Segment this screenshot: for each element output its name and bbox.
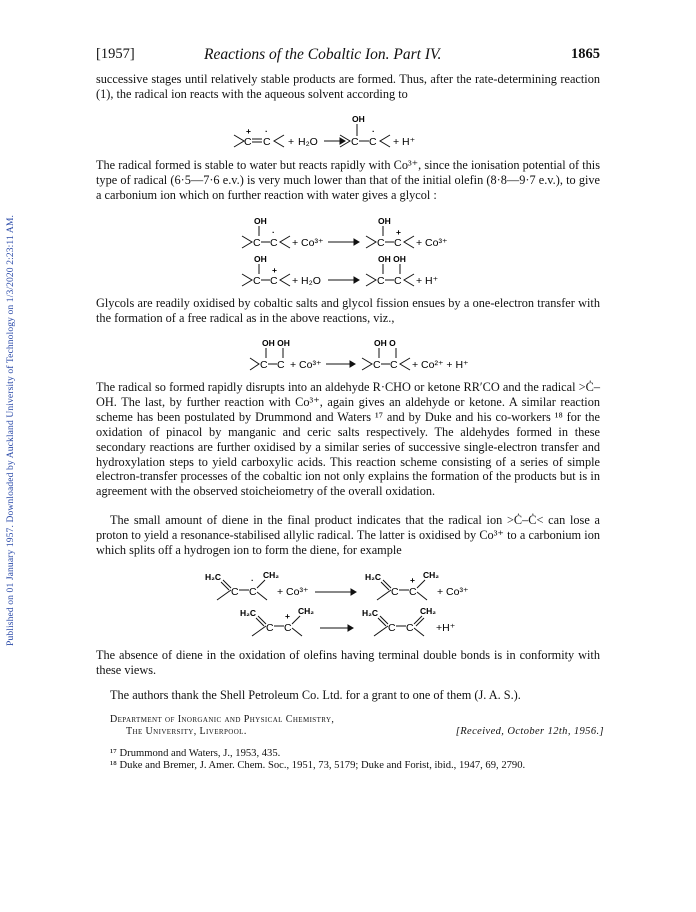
- svg-text:C: C: [377, 275, 385, 287]
- svg-text:·: ·: [265, 126, 268, 136]
- equation-5: [205, 568, 505, 604]
- svg-text:+: +: [396, 227, 401, 237]
- eq3-oh-left: OH: [254, 254, 267, 264]
- svg-text:C: C: [270, 275, 278, 287]
- eq2-co3-right: + Co³⁺: [416, 237, 448, 249]
- eq1-plus: +: [288, 136, 295, 148]
- eq3-hplus: + H⁺: [416, 275, 439, 287]
- eq5-h2c-left: H₂C: [205, 572, 222, 582]
- received-date: [Received, October 12th, 1956.]: [455, 726, 604, 737]
- department-line-2: The University, Liverpool.: [126, 726, 247, 737]
- svg-text:C: C: [394, 275, 402, 287]
- department-line-1: Department of Inorganic and Physical Chemistry,: [110, 714, 335, 725]
- footnote-18: ¹⁸ Duke and Bremer, J. Amer. Chem. Soc., 1951, 73, 5179; Duke and Forist, ibid., 1947, 69, 2790.: [110, 760, 526, 771]
- eq3-water: + H₂O: [292, 275, 321, 287]
- svg-text:C: C: [260, 359, 268, 371]
- svg-text:·: ·: [272, 227, 275, 237]
- eq5-co3: + Co³⁺: [277, 586, 309, 598]
- eq1-hplus: + H⁺: [393, 136, 416, 148]
- header-page-number: 1865: [571, 46, 600, 62]
- eq5-co3-out: + Co³⁺: [437, 586, 469, 598]
- paragraph-3: Glycols are readily oxidised by cobaltic salts and glycol fission ensues by a one-electron transfer with the formation of a free radical as in the above reactions, viz.,: [96, 296, 600, 325]
- equation-6: [240, 604, 500, 640]
- paragraph-4: The radical so formed rapidly disrupts into an aldehyde R·CHO or ketone RR′CO and the radical >Ċ–OH. The last, by further reaction with Co³⁺, again gives an aldehyde or ketone. A similar reaction scheme has been postulated by Drummond and Waters ¹⁷ and by Duke and his co-workers ¹⁸ for the oxidation of pinacol by manganic and ceric salts respectively. The aldehydes formed in these secondary reactions are further oxidised by a similar series of successive single-electron transfer and hydroxylation steps to yield carboxylic acids. This reaction scheme consisting of a series of simple electron-transfer processes of the cobaltic ion not only explains the formation of the products but is in agreement with the observed stoicheiometry of the overall oxidation.: [96, 380, 600, 499]
- svg-text:C: C: [266, 622, 274, 634]
- svg-text:C: C: [244, 136, 252, 148]
- svg-text:C: C: [231, 586, 239, 598]
- svg-text:H₂C: H₂C: [365, 572, 382, 582]
- svg-text:C: C: [369, 136, 377, 148]
- svg-text:C: C: [270, 237, 278, 249]
- eq6-hplus: +H⁺: [436, 622, 456, 634]
- svg-text:CH₂: CH₂: [420, 606, 437, 616]
- paragraph-1: successive stages until relatively stable products are formed. Thus, after the rate-determining reaction (1), the radical ion reacts with the aqueous solvent according to: [96, 72, 600, 101]
- equation-1: [230, 112, 470, 154]
- svg-text:C: C: [253, 237, 261, 249]
- svg-text:C: C: [351, 136, 359, 148]
- header-year: [1957]: [96, 46, 135, 62]
- paragraph-2: The radical formed is stable to water but reacts rapidly with Co³⁺, since the ionisation potential of this type of radical (6·5—7·6 e.v.) is very much lower than that of the initial olefin (8·8—9·7 e.v.), to give a carbonium ion which on further reaction with water gives a glycol :: [96, 158, 600, 202]
- svg-text:C: C: [373, 359, 381, 371]
- eq1-oh: OH: [352, 114, 365, 124]
- eq5-ch2-left: CH₂: [263, 570, 280, 580]
- paragraph-5: The small amount of diene in the final product indicates that the radical ion >Ċ–Ċ< can lose a proton to yield a resonance-stabilised allylic radical. The latter is oxidised by Co³⁺ to a carbonium ion which splits off a hydrogen ion to form the diene, for example: [96, 513, 600, 557]
- header-title: Reactions of the Cobaltic Ion. Part IV.: [204, 46, 442, 63]
- paragraph-6: The absence of diene in the oxidation of olefins having terminal double bonds is in conformity with these views.: [96, 648, 600, 677]
- svg-text:·: ·: [372, 126, 375, 136]
- svg-text:+: +: [285, 611, 290, 621]
- equation-3: [228, 252, 488, 292]
- svg-text:·: ·: [251, 575, 254, 585]
- equation-4: [250, 336, 530, 376]
- download-watermark-text: Published on 01 January 1957. Downloaded by Auckland University of Technology on 1/3/2020 2:23:11 AM.: [4, 214, 16, 646]
- download-watermark: [1, 150, 19, 710]
- svg-text:C: C: [277, 359, 285, 371]
- footnote-17: ¹⁷ Drummond and Waters, J., 1953, 435.: [110, 748, 281, 759]
- eq6-ch2-left: CH₂: [298, 606, 315, 616]
- equation-2: [228, 214, 488, 254]
- eq6-h2c-left: H₂C: [240, 608, 257, 618]
- eq4-products: + Co²⁺ + H⁺: [412, 359, 469, 371]
- svg-text:C: C: [409, 586, 417, 598]
- eq1-water: H₂O: [298, 136, 318, 148]
- paragraph-7: The authors thank the Shell Petroleum Co. Ltd. for a grant to one of them (J. A. S.).: [110, 688, 521, 702]
- eq3-ohoh-right: OH OH: [378, 254, 406, 264]
- svg-text:C: C: [394, 237, 402, 249]
- svg-text:C: C: [263, 136, 271, 148]
- svg-text:C: C: [390, 359, 398, 371]
- svg-text:C: C: [284, 622, 292, 634]
- svg-text:C: C: [253, 275, 261, 287]
- svg-text:+: +: [246, 126, 251, 136]
- svg-text:+: +: [410, 575, 415, 585]
- svg-text:C: C: [249, 586, 257, 598]
- svg-text:H₂C: H₂C: [362, 608, 379, 618]
- svg-text:C: C: [406, 622, 414, 634]
- svg-text:CH₂: CH₂: [423, 570, 440, 580]
- author-affiliation: [110, 714, 604, 744]
- svg-text:C: C: [377, 237, 385, 249]
- eq2-co3-left: + Co³⁺: [292, 237, 324, 249]
- svg-text:+: +: [272, 265, 277, 275]
- eq2-oh-left: OH: [254, 216, 267, 226]
- eq2-oh-right: OH: [378, 216, 391, 226]
- eq4-oho-right: OH O: [374, 338, 396, 348]
- eq4-ohoh-left: OH OH: [262, 338, 290, 348]
- eq4-co3: + Co³⁺: [290, 359, 322, 371]
- svg-text:C: C: [388, 622, 396, 634]
- svg-text:C: C: [391, 586, 399, 598]
- page-header: [96, 46, 600, 66]
